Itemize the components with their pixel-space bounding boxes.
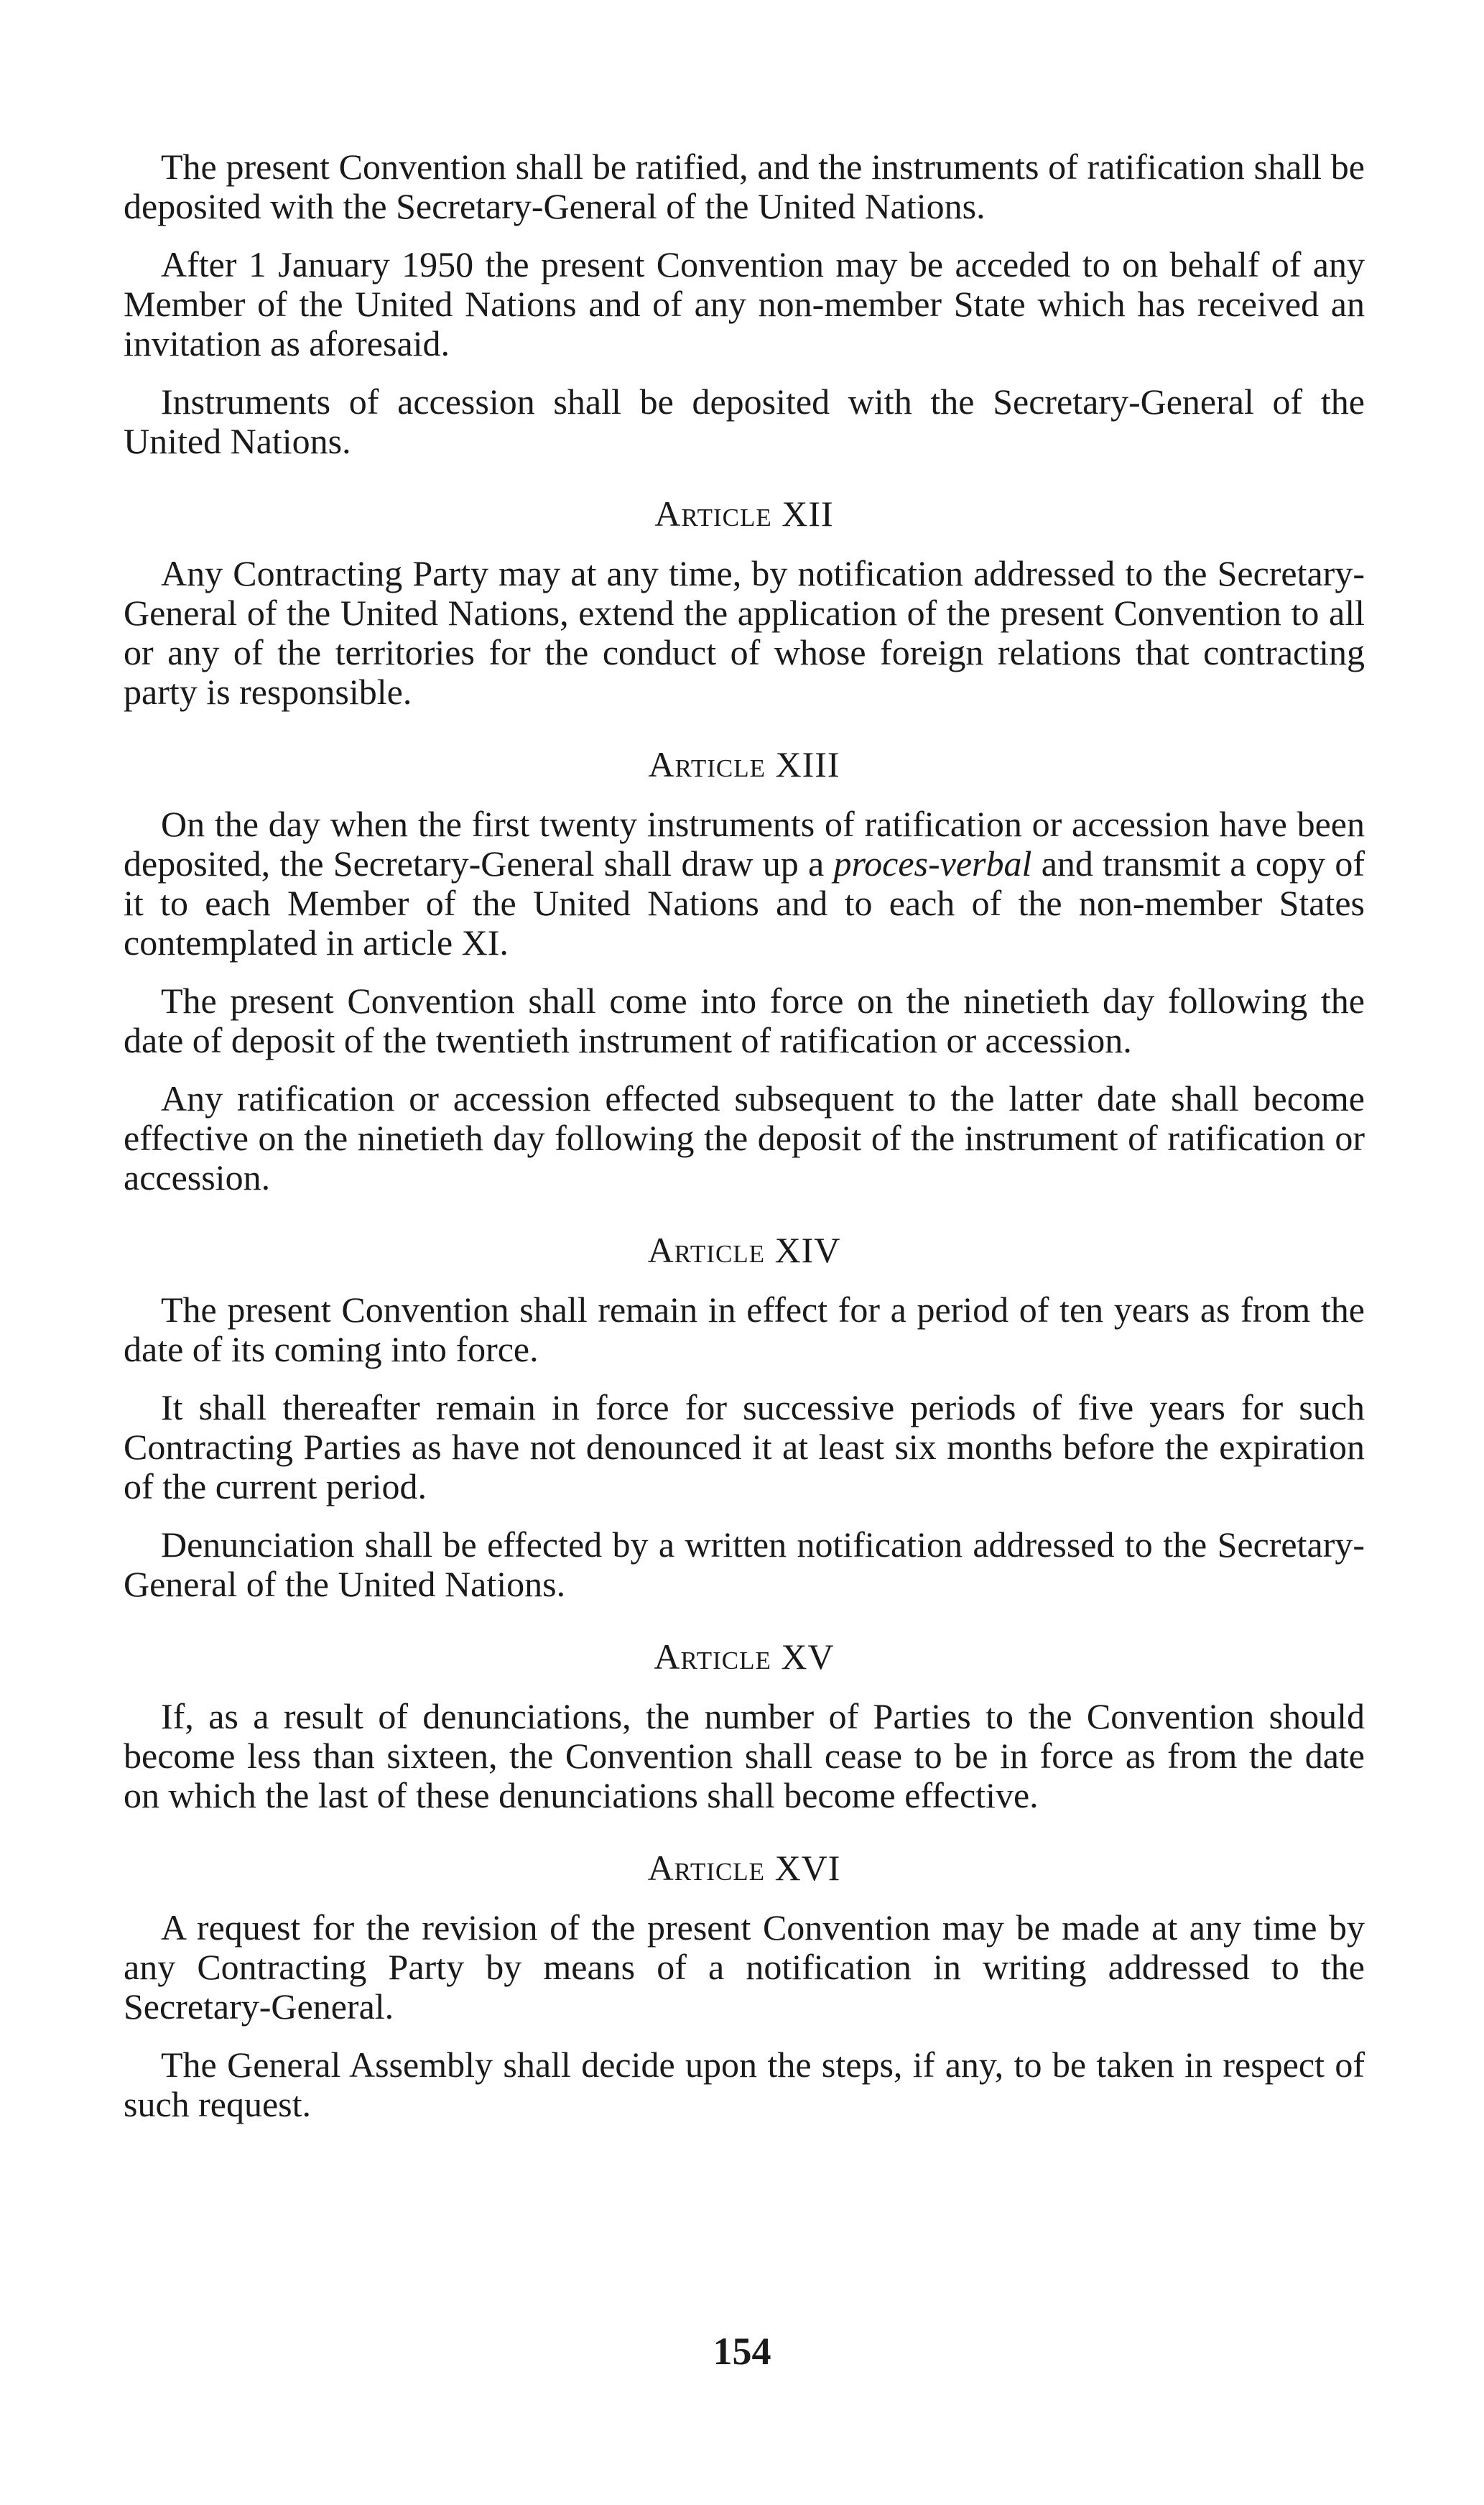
article-xiii-heading — [124, 745, 1365, 784]
article-xiii-heading-word: Article — [648, 744, 766, 784]
article-xv-heading-word: Article — [654, 1636, 771, 1677]
article-xiv-paragraph-3: Denunciation shall be effected by a written notification addressed to the Secretary-General of the United Nations. — [124, 1524, 1365, 1604]
article-xiv-heading-word: Article — [647, 1230, 766, 1270]
article-xiv-paragraph-2: It shall thereafter remain in force for successive periods of five years for such Contracting Parties as have not denounced it at least six months before the expiration of the current period. — [124, 1387, 1365, 1506]
article-xv-heading — [124, 1637, 1365, 1677]
article-xvi-heading-numeral: XVI — [774, 1848, 841, 1888]
proces-verbal-term: proces-verbal — [833, 843, 1032, 884]
article-xiii-paragraph-1 — [124, 805, 1365, 963]
intro-paragraph-2: After 1 January 1950 the present Convention may be acceded to on behalf of any Member of the United Nations and of any non-member State which has received an invitation as aforesaid. — [124, 244, 1365, 364]
document-body — [124, 147, 1365, 2143]
article-xvi-paragraph-1: A request for the revision of the present Convention may be made at any time by any Contracting Party by means of a notification in writing addressed to the Secretary-General. — [124, 1907, 1365, 2027]
article-xv-heading-numeral: XV — [781, 1636, 835, 1677]
article-xiii-paragraph-1-end: and transmit a copy of it to each Member of the United Nations and to each of the non-member States contemplated in article XI. — [124, 843, 1365, 963]
article-xv-paragraph-1: If, as a result of denunciations, the number of Parties to the Convention should become less than sixteen, the Convention shall cease to be in force as from the date on which the last of these denunciations shall become effective. — [124, 1696, 1365, 1815]
article-xii-heading-word: Article — [654, 494, 772, 534]
article-xvi-heading — [124, 1848, 1365, 1888]
page-number: 154 — [713, 2330, 771, 2373]
intro-paragraph-3: Instruments of accession shall be deposited with the Secretary-General of the United Nations. — [124, 381, 1365, 461]
article-xiv-heading-numeral: XIV — [774, 1230, 841, 1270]
article-xvi-paragraph-2: The General Assembly shall decide upon the steps, if any, to be taken in respect of such request. — [124, 2045, 1365, 2124]
article-xiii-heading-numeral: XIII — [775, 744, 840, 784]
article-xiii-paragraph-3: Any ratification or accession effected subsequent to the latter date shall become effective on the ninetieth day following the deposit of the instrument of ratification or accession. — [124, 1078, 1365, 1198]
article-xiv-heading — [124, 1231, 1365, 1270]
article-xvi-heading-word: Article — [647, 1848, 766, 1888]
article-xiv-paragraph-1: The present Convention shall remain in effect for a period of ten years as from the date of its coming into force. — [124, 1289, 1365, 1369]
intro-paragraph-1: The present Convention shall be ratified, and the instruments of ratification shall be deposited with the Secretary-General of the United Nations. — [124, 147, 1365, 226]
article-xiii-paragraph-2: The present Convention shall come into force on the ninetieth day following the date of deposit of the twentieth instrument of ratification or accession. — [124, 981, 1365, 1060]
article-xii-heading-numeral: XII — [782, 494, 834, 534]
article-xii-paragraph-1: Any Contracting Party may at any time, by notification addressed to the Secretary-General of the United Nations, extend the application of the present Convention to all or any of the territories for the conduct of whose foreign relations that contracting party is responsible. — [124, 553, 1365, 712]
article-xii-heading — [124, 494, 1365, 534]
article-xiii-paragraph-1-start: On the day when the first twenty instruments of ratification or accession have been deposited, the Secretary-General shall draw up a — [124, 804, 1365, 884]
